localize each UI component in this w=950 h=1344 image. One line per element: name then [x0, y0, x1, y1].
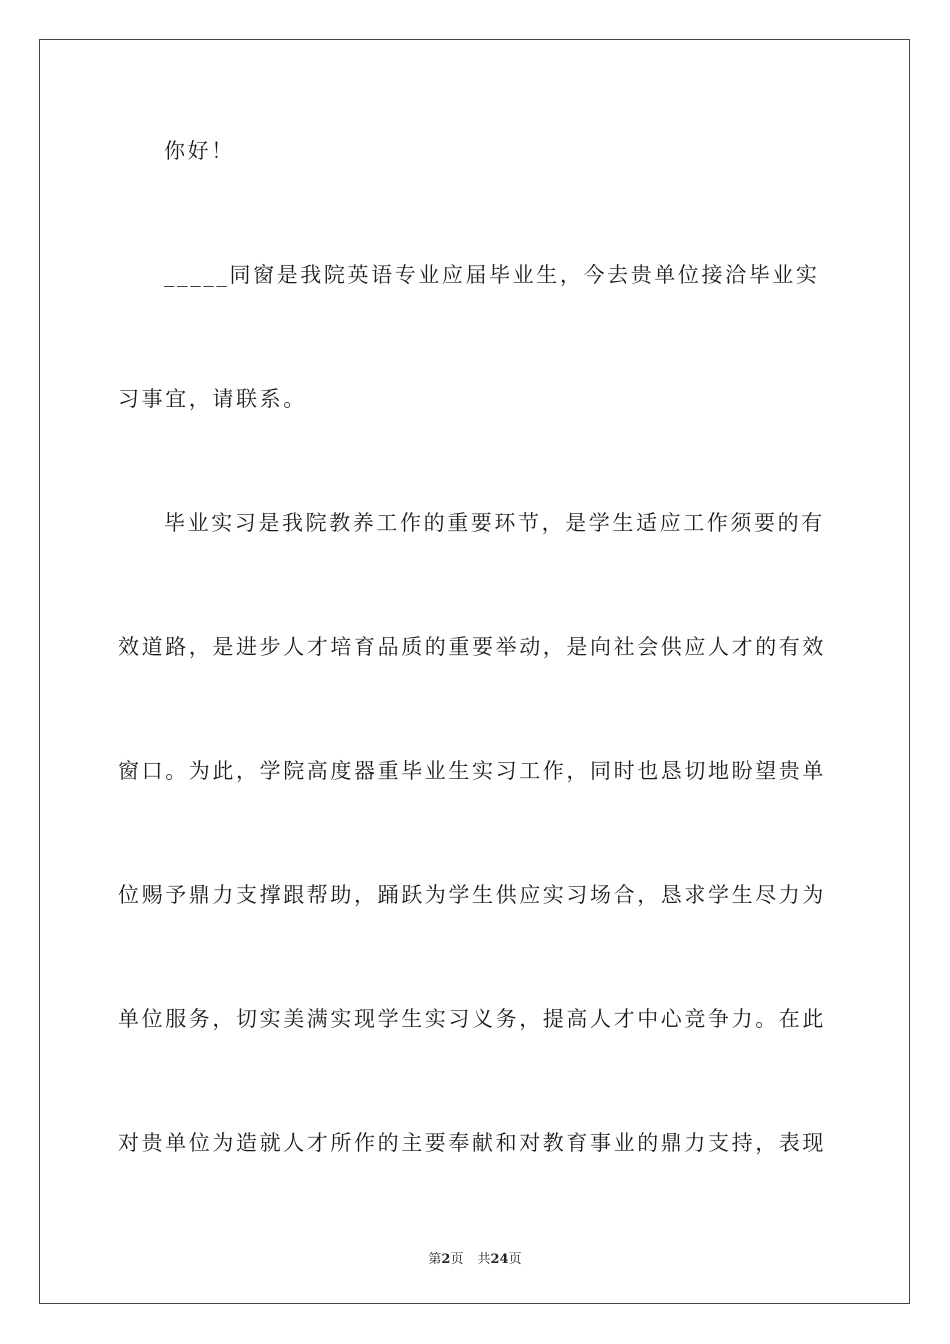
total-pages: 24: [490, 1252, 509, 1267]
paragraph-line: 位赐予鼎力支撑跟帮助，踊跃为学生供应实习场合，恳求学生尽力为: [118, 883, 826, 907]
paragraph-line: _____同窗是我院英语专业应届毕业生，今去贵单位接洽毕业实: [164, 263, 820, 287]
page-number: 2: [441, 1252, 451, 1267]
page-prefix: 第: [428, 1252, 442, 1267]
paragraph-line: 毕业实习是我院教养工作的重要环节，是学生适应工作须要的有: [164, 511, 825, 535]
page-suffix: 页: [450, 1252, 464, 1267]
greeting-line: 你好！: [164, 139, 235, 163]
page-footer: [0, 1248, 950, 1267]
paragraph-line: 习事宜，请联系。: [118, 387, 307, 411]
paragraph-line: 单位服务，切实美满实现学生实习义务，提高人才中心竞争力。在此: [118, 1007, 826, 1031]
total-suffix: 页: [508, 1252, 522, 1267]
paragraph-line: 窗口。为此，学院高度器重毕业生实习工作，同时也恳切地盼望贵单: [118, 759, 826, 783]
paragraph-line: 对贵单位为造就人才所作的主要奉献和对教育事业的鼎力支持，表现: [118, 1131, 826, 1155]
page-border: [39, 39, 910, 1304]
paragraph-line: 效道路，是进步人才培育品质的重要举动，是向社会供应人才的有效: [118, 635, 826, 659]
total-prefix: 共: [477, 1252, 491, 1267]
